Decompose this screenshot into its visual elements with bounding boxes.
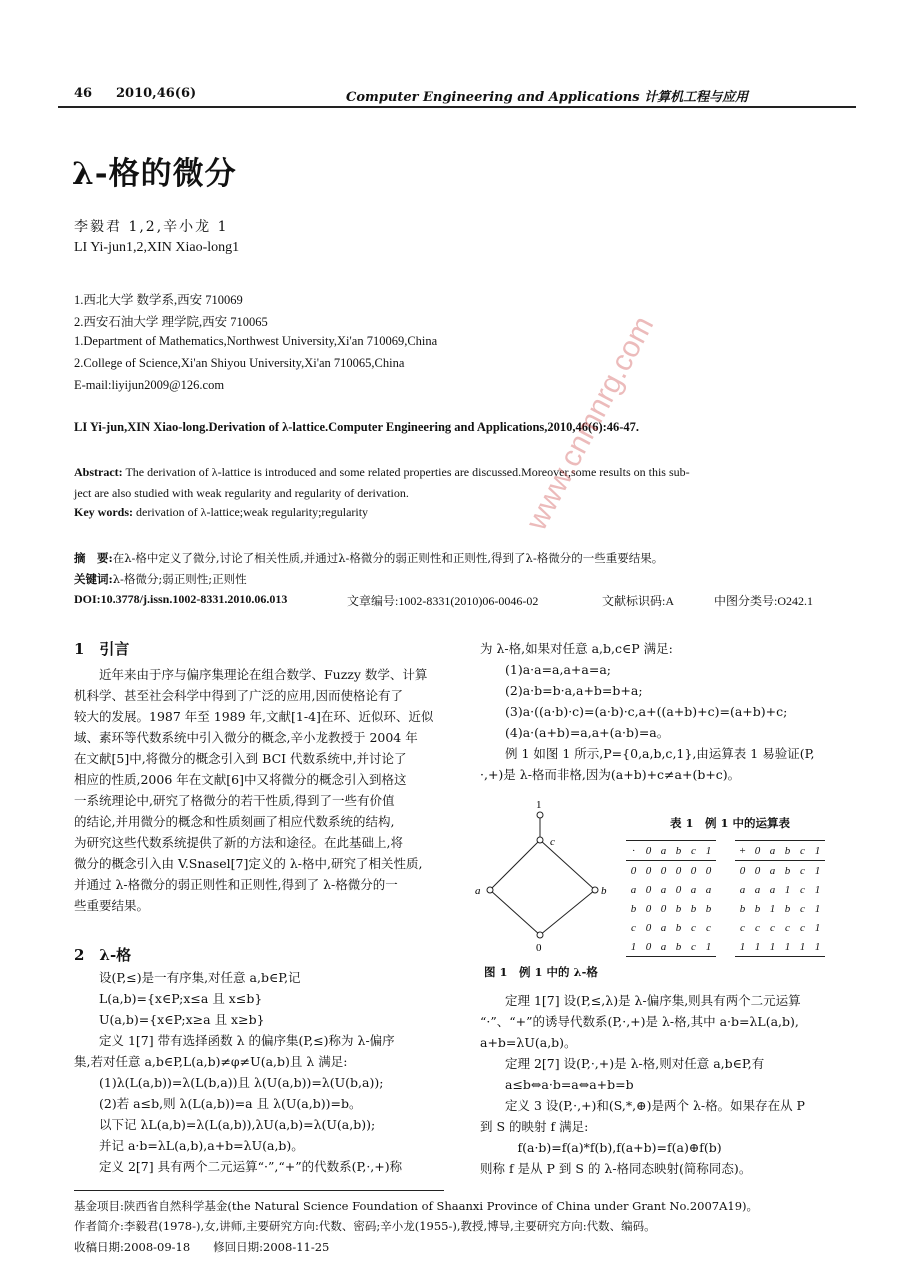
- table-cell: 1: [784, 883, 791, 896]
- section-2-line-3: U(a,b)={x∈P;x≥a 且 x≥b}: [74, 1012, 265, 1027]
- section-2-line-2: L(a,b)={x∈P;x≤a 且 x≤b}: [74, 991, 263, 1006]
- abstract-label: Abstract:: [74, 465, 123, 479]
- keywords-cn-text: λ-格微分;弱正则性;正则性: [112, 572, 247, 586]
- section-1-line-2: 机科学、甚至社会科学中得到了广泛的应用,因而使格论有了: [74, 688, 403, 703]
- table-cell: b: [630, 902, 637, 915]
- table-cell: b: [705, 902, 712, 915]
- table-cell: a: [656, 937, 671, 957]
- section-1-heading: 1 引言: [74, 640, 130, 658]
- plus-table-row: [735, 899, 825, 918]
- right-col-top-line-2: (1)a·a=a,a+a=a;: [480, 662, 611, 677]
- right-column-body-bottom: [480, 990, 860, 1179]
- watermark: www.cnmnrg.com: [520, 310, 661, 536]
- section-2-line-8: 以下记 λL(a,b)=λ(L(a,b)),λU(a,b)=λ(U(a,b));: [74, 1117, 376, 1132]
- table-cell: 1: [765, 937, 780, 957]
- edge-c-b: [540, 840, 595, 890]
- table-cell: 0: [645, 864, 652, 877]
- table-cell: 1: [795, 937, 810, 957]
- section-2-body: [74, 967, 464, 1177]
- node-0: [537, 932, 543, 938]
- edge-a-0: [490, 890, 540, 935]
- figure-1-lattice: [470, 795, 620, 980]
- dot-table-row: [626, 861, 716, 881]
- table-cell: 0: [641, 841, 656, 861]
- section-2-line-10: 定义 2[7] 具有两个二元运算“·”,“+”的代数系(P,·,+)称: [74, 1159, 403, 1174]
- table-cell: 0: [660, 902, 667, 915]
- table-cell: c: [740, 921, 745, 934]
- table-cell: c: [800, 864, 805, 877]
- table-cell: c: [755, 921, 760, 934]
- table-cell: 0: [641, 937, 656, 957]
- affiliation-2-cn: 2.西安石油大学 理学院,西安 710065: [74, 315, 268, 329]
- affiliation-1-cn: 1.西北大学 数学系,西安 710069: [74, 293, 243, 307]
- section-2-heading: 2 λ-格: [74, 946, 132, 964]
- affiliation-1-en: 1.Department of Mathematics,Northwest University,Xi'an 710069,China: [74, 334, 438, 348]
- plus-operation-table: [735, 840, 825, 957]
- right-col-top-line-5: (4)a·(a+b)=a,a+(a·b)=a。: [480, 725, 670, 740]
- table-cell: c: [691, 921, 696, 934]
- table-cell: 0: [675, 883, 682, 896]
- table-cell: 1: [769, 902, 776, 915]
- section-2-line-1: 设(P,≤)是一有序集,对任意 a,b∈P,记: [74, 970, 301, 985]
- label-a: a: [475, 885, 481, 897]
- clc-number: 中图分类号:O242.1: [714, 594, 814, 608]
- keywords-english: [74, 505, 368, 520]
- edge-c-a: [490, 840, 540, 890]
- plus-table-row: [735, 861, 825, 881]
- table-cell: 0: [645, 883, 652, 896]
- table-cell: 1: [810, 841, 825, 861]
- article-number: 文章编号:1002-8331(2010)06-0046-02: [347, 594, 539, 608]
- section-2-line-7: (2)若 a≤b,则 λ(L(a,b))=a 且 λ(U(a,b))=b。: [74, 1096, 362, 1111]
- plus-table-row: [735, 937, 825, 957]
- paper-title: λ-格的微分: [72, 156, 237, 192]
- section-1-line-12: 些重要结果。: [74, 898, 150, 913]
- section-1-line-4: 域、素环等代数系统中引入微分的概念,辛小龙教授于 2004 年: [74, 730, 418, 745]
- section-1-line-9: 为研究这些代数系统提供了新的方法和途径。在此基础上,将: [74, 835, 403, 850]
- table-cell: 0: [660, 864, 667, 877]
- footnote-author-bio: 作者简介:李毅君(1978-),女,讲师,主要研究方向:代数、密码;辛小龙(1955-),教授,博导,主要研究方向:代数、编码。: [74, 1219, 656, 1233]
- volume-issue: 2010,46(6): [116, 86, 197, 101]
- footnote-funding: 基金项目:陕西省自然科学基金(the Natural Science Foundation of Shaanxi Province of China under Grant No.2007A19)。: [74, 1199, 759, 1213]
- label-0: 0: [536, 942, 542, 954]
- table-cell: a: [739, 883, 746, 896]
- section-2-line-5: 集,若对任意 a,b∈P,L(a,b)≠φ≠U(a,b)且 λ 满足:: [74, 1054, 348, 1069]
- affiliation-2-en: 2.College of Science,Xi'an Shiyou University,Xi'an 710065,China: [74, 356, 405, 370]
- section-1-body: [74, 664, 464, 916]
- right-col-bottom-line-6: 定义 3 设(P,·,+)和(S,*,⊕)是两个 λ-格。如果存在从 P: [480, 1098, 805, 1113]
- footnote-rule: [74, 1190, 444, 1191]
- node-c: [537, 837, 543, 843]
- table-cell: c: [770, 921, 775, 934]
- right-col-bottom-line-8: f(a·b)=f(a)*f(b),f(a+b)=f(a)⊕f(b): [480, 1140, 722, 1155]
- table-cell: a: [765, 841, 780, 861]
- dot-table-row: [626, 880, 716, 899]
- table-cell: 1: [814, 921, 821, 934]
- table-cell: b: [671, 937, 686, 957]
- dot-table-row: [626, 899, 716, 918]
- table-cell: 0: [630, 864, 637, 877]
- table-cell: a: [660, 921, 667, 934]
- table-cell: 1: [701, 937, 716, 957]
- table-cell: 1: [780, 937, 795, 957]
- section-1-line-3: 较大的发展。1987 年至 1989 年,文献[1-4]在环、近似环、近似: [74, 709, 434, 724]
- table-cell: 1: [814, 902, 821, 915]
- section-1-line-5: 在文献[5]中,将微分的概念引入到 BCI 代数系统中,并讨论了: [74, 751, 407, 766]
- label-1: 1: [536, 799, 542, 811]
- table-cell: 1: [626, 937, 641, 957]
- table-cell: 1: [735, 937, 750, 957]
- node-a: [487, 887, 493, 893]
- header-rule: [58, 106, 856, 108]
- table-cell: c: [706, 921, 711, 934]
- right-col-bottom-line-1: 定理 1[7] 设(P,≤,λ)是 λ-偏序集,则具有两个二元运算: [480, 993, 801, 1008]
- table-cell: b: [690, 902, 697, 915]
- table-cell: b: [784, 902, 791, 915]
- authors-english: LI Yi-jun1,2,XIN Xiao-long1: [74, 240, 240, 255]
- table-cell: c: [686, 937, 701, 957]
- table-cell: b: [754, 902, 761, 915]
- section-1-line-1: 近年来由于序与偏序集理论在组合数学、Fuzzy 数学、计算: [74, 667, 428, 682]
- table-cell: c: [795, 841, 810, 861]
- authors-chinese: 李毅君 1,2,辛小龙 1: [74, 219, 229, 235]
- right-col-bottom-line-5: a≤b⇔a·b=a⇔a+b=b: [480, 1077, 634, 1092]
- running-header: [58, 86, 858, 108]
- dot-table-row: [626, 937, 716, 957]
- dot-table-header: [626, 841, 716, 861]
- right-col-bottom-line-9: 则称 f 是从 P 到 S 的 λ-格同态映射(简称同态)。: [480, 1161, 752, 1176]
- table-cell: c: [631, 921, 636, 934]
- table-cell: 1: [701, 841, 716, 861]
- abstract-english: [74, 462, 844, 504]
- table-cell: 1: [814, 864, 821, 877]
- keywords-chinese: [74, 571, 247, 587]
- section-1-line-6: 相应的性质,2006 年在文献[6]中又将微分的概念引入到格这: [74, 772, 407, 787]
- section-1-line-7: 一系统理论中,研究了格微分的若干性质,得到了一些有价值: [74, 793, 395, 808]
- table-cell: 0: [754, 864, 761, 877]
- plus-table-header: [735, 841, 825, 861]
- table-cell: 0: [750, 841, 765, 861]
- table-cell: ·: [626, 841, 641, 861]
- citation-line: LI Yi-jun,XIN Xiao-long.Derivation of λ-lattice.Computer Engineering and Applications,2010,46(6):46-47.: [74, 420, 640, 434]
- table-cell: a: [690, 883, 697, 896]
- table-cell: 0: [690, 864, 697, 877]
- table-cell: b: [671, 841, 686, 861]
- table-cell: b: [780, 841, 795, 861]
- section-1-line-8: 的结论,并用微分的概念和性质刻画了相应代数系统的结构,: [74, 814, 395, 829]
- label-c: c: [550, 836, 555, 848]
- table-cell: +: [735, 841, 750, 861]
- right-col-top-line-7: ·,+)是 λ-格而非格,因为(a+b)+c≠a+(b+c)。: [480, 767, 741, 782]
- doi: DOI:10.3778/j.issn.1002-8331.2010.06.013: [74, 592, 288, 606]
- table-cell: c: [800, 883, 805, 896]
- right-col-top-line-4: (3)a·((a·b)·c)=(a·b)·c,a+((a+b)+c)=(a+b)+c;: [480, 704, 788, 719]
- section-1-line-11: 并通过 λ-格微分的弱正则性和正则性,得到了 λ-格微分的一: [74, 877, 398, 892]
- table-cell: 0: [739, 864, 746, 877]
- dot-table-row: [626, 918, 716, 937]
- section-1-line-10: 微分的概念引入由 V.Snasel[7]定义的 λ-格中,研究了相关性质,: [74, 856, 423, 871]
- table-cell: b: [675, 902, 682, 915]
- keywords-label: Key words:: [74, 505, 133, 519]
- abstract-cn-label: 摘 要:: [74, 551, 113, 565]
- section-2-line-6: (1)λ(L(a,b))=λ(L(b,a))且 λ(U(a,b))=λ(U(b,a));: [74, 1075, 384, 1090]
- node-1: [537, 812, 543, 818]
- table-cell: 0: [645, 902, 652, 915]
- right-col-top-line-3: (2)a·b=b·a,a+b=b+a;: [480, 683, 643, 698]
- table-cell: a: [656, 841, 671, 861]
- table-cell: 0: [675, 864, 682, 877]
- abstract-chinese: [74, 550, 854, 566]
- table-1-caption: 表 1 例 1 中的运算表: [670, 816, 791, 830]
- right-col-top-line-1: 为 λ-格,如果对任意 a,b,c∈P 满足:: [480, 641, 673, 656]
- email: E-mail:liyijun2009@126.com: [74, 378, 225, 392]
- table-cell: c: [686, 841, 701, 861]
- page-number: 46: [74, 86, 93, 101]
- right-col-bottom-line-2: “·”、“+”的诱导代数系(P,·,+)是 λ-格,其中 a·b=λL(a,b),: [480, 1014, 799, 1029]
- table-cell: a: [705, 883, 712, 896]
- footnote-dates: 收稿日期:2008-09-18 修回日期:2008-11-25: [74, 1240, 330, 1254]
- right-column-body-top: [480, 638, 860, 785]
- plus-table-row: [735, 880, 825, 899]
- table-cell: c: [785, 921, 790, 934]
- table-cell: 0: [705, 864, 712, 877]
- table-cell: a: [660, 883, 667, 896]
- table-cell: a: [754, 883, 761, 896]
- table-cell: 1: [750, 937, 765, 957]
- edge-b-0: [540, 890, 595, 935]
- table-cell: b: [784, 864, 791, 877]
- table-cell: b: [739, 902, 746, 915]
- table-cell: 1: [810, 937, 825, 957]
- table-cell: c: [800, 902, 805, 915]
- table-cell: a: [630, 883, 637, 896]
- figure-1-caption: 图 1 例 1 中的 λ-格: [484, 965, 598, 979]
- right-col-top-line-6: 例 1 如图 1 所示,P={0,a,b,c,1},由运算表 1 易验证(P,: [480, 746, 815, 761]
- plus-table-row: [735, 918, 825, 937]
- abstract-line-2: ject are also studied with weak regularity and regularity of derivation.: [74, 486, 409, 500]
- label-b: b: [601, 885, 607, 897]
- table-cell: c: [800, 921, 805, 934]
- abstract-line-1: The derivation of λ-lattice is introduced and some related properties are discussed.Moreover,some results on this sub-: [125, 465, 690, 479]
- table-cell: b: [675, 921, 682, 934]
- keywords-cn-label: 关键词:: [74, 572, 113, 586]
- document-code: 文献标识码:A: [602, 594, 675, 608]
- dot-operation-table: [626, 840, 716, 957]
- right-col-bottom-line-3: a+b=λU(a,b)。: [480, 1035, 577, 1050]
- keywords-text: derivation of λ-lattice;weak regularity;regularity: [136, 505, 369, 519]
- table-cell: 0: [645, 921, 652, 934]
- right-col-bottom-line-4: 定理 2[7] 设(P,·,+)是 λ-格,则对任意 a,b∈P,有: [480, 1056, 765, 1071]
- section-2-line-9: 并记 a·b=λL(a,b),a+b=λU(a,b)。: [74, 1138, 304, 1153]
- section-2-line-4: 定义 1[7] 带有选择函数 λ 的偏序集(P,≤)称为 λ-偏序: [74, 1033, 395, 1048]
- table-cell: 1: [814, 883, 821, 896]
- table-cell: a: [769, 883, 776, 896]
- abstract-cn-text: 在λ-格中定义了微分,讨论了相关性质,并通过λ-格微分的弱正则性和正则性,得到了λ-格微分的一些重要结果。: [112, 551, 664, 565]
- right-col-bottom-line-7: 到 S 的映射 f 满足:: [480, 1119, 589, 1134]
- table-cell: a: [769, 864, 776, 877]
- journal-name: Computer Engineering and Applications 计算机工程与应用: [346, 90, 749, 105]
- node-b: [592, 887, 598, 893]
